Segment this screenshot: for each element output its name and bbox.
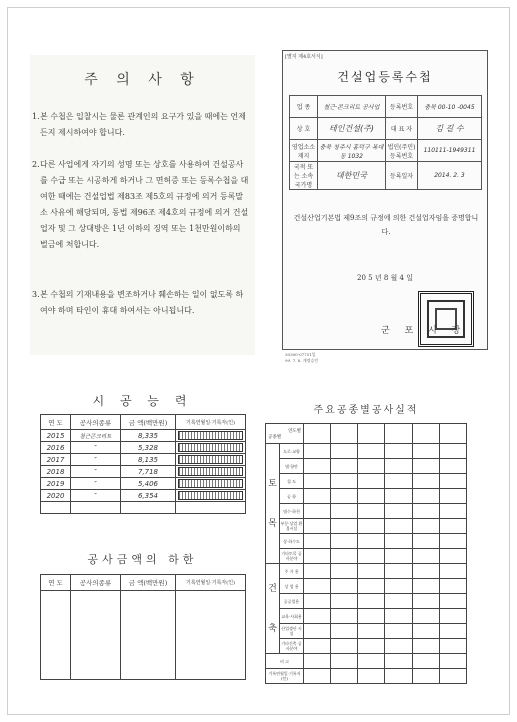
table-row bbox=[266, 519, 467, 534]
type-cell: ″ bbox=[71, 478, 121, 490]
notice-item-text: 다른 사업에게 자기의 성명 또는 상호를 사용하여 건설공사를 수급 또는 시공하게 하거나 그 면허증 또는 등록수첩을 대여한 때에는 건설업법 제83조 제5호의 규정에 의거 등록말소 사유에 해당되며, 동법 제96조 제4호의 규정에 의거 건설업자 및 그 상대방은 1년 이하의 징역 또는 1천만원이하의 벌금에 처합니다. bbox=[40, 160, 249, 249]
construction-record-panel bbox=[265, 393, 467, 705]
amount-cell: 8,135 bbox=[121, 454, 176, 466]
notice-item-text: 본 수첩의 기재내용을 변조하거나 훼손하는 일이 없도록 하여야 하며 타인이 휴대 하여서는 아니됩니다. bbox=[40, 290, 244, 315]
table-header-row bbox=[266, 424, 467, 444]
record-table bbox=[265, 423, 467, 684]
table-row bbox=[266, 654, 467, 669]
record-stamp-icon bbox=[178, 467, 243, 476]
record-stamp-cell bbox=[176, 442, 246, 454]
record-stamp-icon bbox=[178, 491, 243, 500]
field-value: 김 길 수 bbox=[418, 118, 482, 140]
notice-item bbox=[32, 109, 250, 141]
table-row bbox=[41, 454, 246, 466]
notice-title: 주 의 사 항 bbox=[84, 72, 201, 88]
field-value: 110111-1949311 bbox=[418, 140, 482, 162]
record-title: 주요공종별공사실적 bbox=[313, 405, 419, 416]
notice-item-number: 3. bbox=[32, 290, 40, 299]
field-value: 테인건설(주) bbox=[318, 118, 386, 140]
type-cell: 철근콘크리트 bbox=[71, 430, 121, 442]
footer-row-label: 비 고 bbox=[266, 654, 304, 669]
table-row bbox=[266, 609, 467, 624]
table-row bbox=[266, 444, 467, 459]
table-row bbox=[266, 549, 467, 564]
work-type-label: 상·하수도 bbox=[280, 534, 304, 549]
field-label: 대 표 자 bbox=[386, 118, 418, 140]
field-value: 철근·콘크리트 공사업 bbox=[318, 96, 386, 118]
table-row bbox=[266, 579, 467, 594]
footer-row-label: 기록연월일·기록자(인) bbox=[266, 669, 304, 684]
table-row bbox=[266, 459, 467, 474]
record-stamp-cell bbox=[176, 478, 246, 490]
field-value: 충북 00-10 -0045 bbox=[418, 96, 482, 118]
column-header: 금 액(백만원) bbox=[121, 415, 176, 430]
column-header: 금 액(백만원) bbox=[121, 575, 176, 591]
certificate-statement: 건설산업기본법 제9조의 규정에 의한 건설업자임을 증명합니다. bbox=[293, 214, 479, 236]
year-cell: 2017 bbox=[41, 454, 71, 466]
certificate-footnote bbox=[285, 352, 318, 364]
type-cell: ″ bbox=[71, 454, 121, 466]
table-header-row bbox=[41, 415, 246, 430]
form-number: [별지 제4호서식] bbox=[285, 54, 323, 60]
notice-item-text: 본 수첩은 입찰시는 물론 관계인의 요구가 있을 때에는 언제든지 제시하여야 합니다. bbox=[40, 112, 246, 137]
work-type-label: 주 거 용 bbox=[280, 564, 304, 579]
field-label: 등록번호 bbox=[386, 96, 418, 118]
record-stamp-icon bbox=[178, 443, 243, 452]
year-cell: 2020 bbox=[41, 490, 71, 502]
registration-certificate bbox=[282, 50, 488, 350]
work-type-label: 부문·상업 환경시설 bbox=[280, 519, 304, 534]
table-row bbox=[266, 534, 467, 549]
lower-limit-title: 공사금액의 하한 bbox=[87, 553, 198, 566]
category-group-label: 건 축 bbox=[266, 564, 280, 654]
table-row bbox=[266, 594, 467, 609]
field-label: 영업소소재지 bbox=[290, 140, 318, 162]
work-type-label: 상 업 용 bbox=[280, 579, 304, 594]
table-row bbox=[266, 669, 467, 684]
table-row bbox=[266, 489, 467, 504]
amount-cell: 6,354 bbox=[121, 490, 176, 502]
year-cell: 2018 bbox=[41, 466, 71, 478]
notice-panel bbox=[30, 55, 255, 355]
field-label: 업 종 bbox=[290, 96, 318, 118]
table-row bbox=[266, 624, 467, 639]
capacity-table bbox=[40, 414, 246, 514]
year-cell: 2015 bbox=[41, 430, 71, 442]
notice-item bbox=[32, 157, 250, 253]
issuer-name: 군 포 시 장 bbox=[381, 326, 467, 336]
table-row bbox=[41, 442, 246, 454]
column-header: 기록연월일·기록자(인) bbox=[176, 575, 246, 591]
footnote-line: 99. 7. 8. 개정승인 bbox=[285, 358, 319, 363]
certificate-row bbox=[290, 118, 482, 140]
type-cell: ″ bbox=[71, 466, 121, 478]
column-header: 공사의종류 bbox=[71, 575, 121, 591]
record-stamp-cell bbox=[176, 490, 246, 502]
work-type-label: 공공업용 bbox=[280, 594, 304, 609]
type-header: 공종별 bbox=[268, 434, 282, 440]
field-label: 상 호 bbox=[290, 118, 318, 140]
table-row bbox=[266, 474, 467, 489]
amount-cell: 7,718 bbox=[121, 466, 176, 478]
table-row bbox=[266, 504, 467, 519]
record-stamp-cell bbox=[176, 454, 246, 466]
work-type-label: 철 도 bbox=[280, 474, 304, 489]
work-type-label: 도로·교량 bbox=[280, 444, 304, 459]
amount-cell: 8,335 bbox=[121, 430, 176, 442]
official-seal-stamp bbox=[418, 291, 474, 347]
field-value: 대한민국 bbox=[318, 162, 386, 190]
table-row bbox=[266, 639, 467, 654]
certificate-table bbox=[289, 95, 482, 190]
notice-item-number: 1. bbox=[32, 112, 40, 121]
work-type-label: 산업생산 시설 bbox=[280, 624, 304, 639]
column-header: 연 도 bbox=[41, 415, 71, 430]
record-stamp-cell bbox=[176, 466, 246, 478]
year-header: 연도별 bbox=[287, 428, 302, 434]
table-row bbox=[41, 490, 246, 502]
table-row bbox=[41, 502, 246, 514]
table-row bbox=[266, 564, 467, 579]
work-type-label: 교육·사회용 bbox=[280, 609, 304, 624]
amount-cell: 5,406 bbox=[121, 478, 176, 490]
corner-header bbox=[266, 424, 304, 444]
year-cell: 2019 bbox=[41, 478, 71, 490]
record-stamp-icon bbox=[178, 479, 243, 488]
column-header: 연 도 bbox=[41, 575, 71, 591]
column-header: 공사의종류 bbox=[71, 415, 121, 430]
certificate-row bbox=[290, 140, 482, 162]
work-type-label: 공 항 bbox=[280, 489, 304, 504]
type-cell: ″ bbox=[71, 490, 121, 502]
field-label: 법인(주민) 등록번호 bbox=[386, 140, 418, 162]
table-row bbox=[41, 478, 246, 490]
certificate-row bbox=[290, 162, 482, 190]
certificate-row bbox=[290, 96, 482, 118]
work-type-label: 댐수·하천 bbox=[280, 504, 304, 519]
year-cell: 2016 bbox=[41, 442, 71, 454]
notice-item-number: 2. bbox=[32, 160, 40, 169]
record-stamp-icon bbox=[178, 455, 243, 464]
type-cell: ″ bbox=[71, 442, 121, 454]
work-type-label: 기타토목 공사분야 bbox=[280, 549, 304, 564]
column-header: 기록연월일·기록자(인) bbox=[176, 415, 246, 430]
category-group-label: 토 목 bbox=[266, 444, 280, 564]
table-row bbox=[41, 430, 246, 442]
field-label: 국적 또는 소속국가명 bbox=[290, 162, 318, 190]
amount-cell: 5,328 bbox=[121, 442, 176, 454]
lower-limit-table bbox=[40, 574, 246, 680]
notice-item bbox=[32, 287, 250, 319]
work-type-label: 기타건축 공사분야 bbox=[280, 639, 304, 654]
record-stamp-icon bbox=[178, 431, 243, 440]
capacity-title: 시 공 능 력 bbox=[92, 394, 193, 408]
certificate-title: 건설업등록수첩 bbox=[337, 70, 433, 84]
work-type-label: 댐·항만 bbox=[280, 459, 304, 474]
table-row bbox=[41, 466, 246, 478]
footnote-line: 30300-07751일 bbox=[285, 352, 316, 357]
field-value: 충북 청주시 흥덕구 복대동 1032 bbox=[318, 140, 386, 162]
field-value: 2014. 2. 3 bbox=[418, 162, 482, 190]
field-label: 등록일자 bbox=[386, 162, 418, 190]
table-row bbox=[41, 591, 246, 680]
table-header-row bbox=[41, 575, 246, 591]
issue-date: 20 5 년 8 월 4 일 bbox=[357, 274, 413, 282]
record-stamp-cell bbox=[176, 430, 246, 442]
